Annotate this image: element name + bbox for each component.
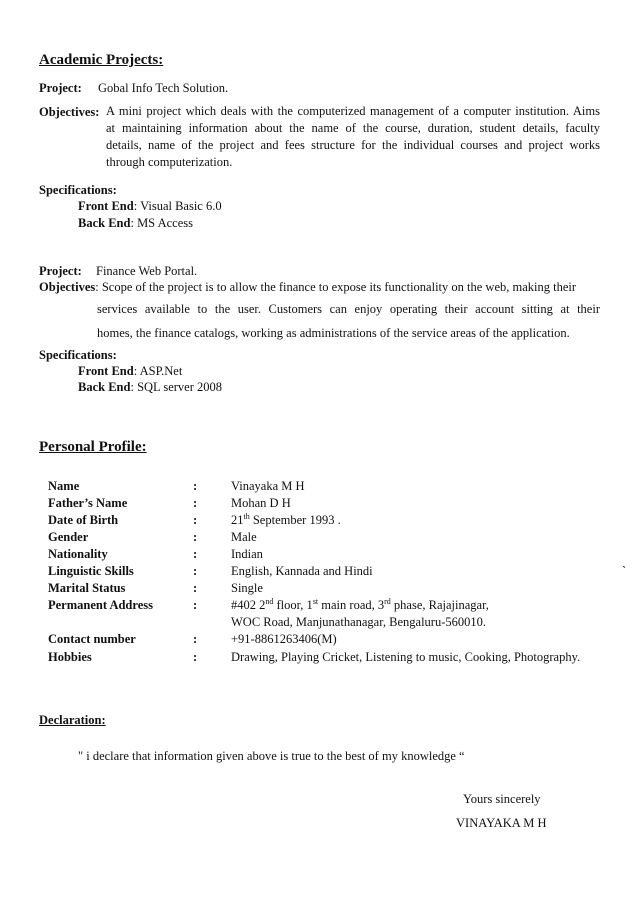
- back-end-value: : SQL server 2008: [130, 380, 223, 394]
- back-end-row: [78, 216, 193, 231]
- profile-separator: :: [193, 513, 198, 527]
- profile-label-father: Father’s Name: [48, 496, 128, 510]
- profile-separator: :: [193, 496, 198, 510]
- profile-value-nationality: Indian: [231, 547, 263, 561]
- objectives-first-line: [39, 280, 600, 295]
- profile-separator: :: [193, 632, 198, 646]
- project-label: Project:: [39, 264, 82, 278]
- specifications-label: Specifications:: [39, 183, 117, 197]
- profile-value-name: Vinayaka M H: [231, 479, 305, 493]
- front-end-row: [78, 364, 182, 379]
- objective-line: homes, the finance catalogs, working as administrations of the service areas of the application.: [97, 326, 570, 340]
- front-end-value: : ASP.Net: [133, 364, 183, 378]
- objective-line: through computerization.: [106, 155, 233, 169]
- objective-line: details, name of the project and fees structure for the individual courses and project works: [106, 138, 600, 152]
- declaration-heading: Declaration:: [39, 713, 106, 727]
- profile-value-contact: +91-8861263406(M): [231, 632, 337, 646]
- objective-line: at maintaining information about the name of the course, duration, student details, faculty: [106, 121, 600, 135]
- back-end-label: Back End: [78, 380, 131, 394]
- signature-name: VINAYAKA M H: [456, 816, 547, 830]
- specifications-label: Specifications:: [39, 348, 117, 362]
- profile-value-address-line2: WOC Road, Manjunathanagar, Bengaluru-560010.: [231, 615, 486, 629]
- profile-separator: :: [193, 530, 198, 544]
- back-end-value: : MS Access: [130, 216, 193, 230]
- profile-value-dob: 21th September 1993 .: [231, 511, 341, 527]
- objectives-label: Objectives: [39, 280, 96, 294]
- front-end-row: [78, 199, 222, 214]
- profile-value-marital: Single: [231, 581, 263, 595]
- profile-label-address: Permanent Address: [48, 598, 153, 612]
- objective-line: services available to the user. Customers can enjoy operating their account sitting at their: [97, 302, 600, 316]
- profile-label-contact: Contact number: [48, 632, 136, 646]
- profile-separator: :: [193, 479, 198, 493]
- profile-value-father: Mohan D H: [231, 496, 291, 510]
- profile-separator: :: [193, 547, 198, 561]
- profile-separator: :: [193, 564, 198, 578]
- declaration-text: " i declare that information given above is true to the best of my knowledge “: [78, 749, 465, 763]
- profile-label-gender: Gender: [48, 530, 89, 544]
- objectives-label: Objectives:: [39, 105, 100, 119]
- back-end-row: [78, 380, 222, 395]
- front-end-label: Front End: [78, 364, 134, 378]
- profile-separator: :: [193, 581, 198, 595]
- closing-text: Yours sincerely: [463, 792, 541, 806]
- stray-mark: `: [622, 564, 627, 578]
- profile-separator: :: [193, 598, 198, 612]
- profile-label-name: Name: [48, 479, 80, 493]
- project-label: Project:: [39, 81, 82, 95]
- profile-label-languages: Linguistic Skills: [48, 564, 134, 578]
- profile-value-languages: English, Kannada and Hindi: [231, 564, 373, 578]
- academic-projects-heading: Academic Projects:: [39, 52, 164, 68]
- objective-line: A mini project which deals with the computerized management of a computer institution. Aims: [106, 104, 600, 118]
- project-name: Finance Web Portal.: [96, 264, 198, 278]
- personal-profile-heading: Personal Profile:: [39, 439, 147, 455]
- profile-value-hobbies: Drawing, Playing Cricket, Listening to music, Cooking, Photography.: [231, 650, 581, 664]
- profile-separator: :: [193, 650, 198, 664]
- profile-label-dob: Date of Birth: [48, 513, 119, 527]
- project-name: Gobal Info Tech Solution.: [98, 81, 229, 95]
- profile-label-hobbies: Hobbies: [48, 650, 92, 664]
- profile-label-marital: Marital Status: [48, 581, 126, 595]
- profile-value-gender: Male: [231, 530, 257, 544]
- profile-value-address-line1: #402 2nd floor, 1st main road, 3rd phase, Rajajinagar,: [231, 596, 489, 612]
- profile-label-nationality: Nationality: [48, 547, 108, 561]
- objectives-text: [106, 103, 600, 171]
- objectives-text: [97, 301, 600, 342]
- front-end-value: : Visual Basic 6.0: [133, 199, 222, 213]
- back-end-label: Back End: [78, 216, 131, 230]
- front-end-label: Front End: [78, 199, 134, 213]
- objective-line: : Scope of the project is to allow the finance to expose its functionality on the web, making their: [95, 280, 577, 294]
